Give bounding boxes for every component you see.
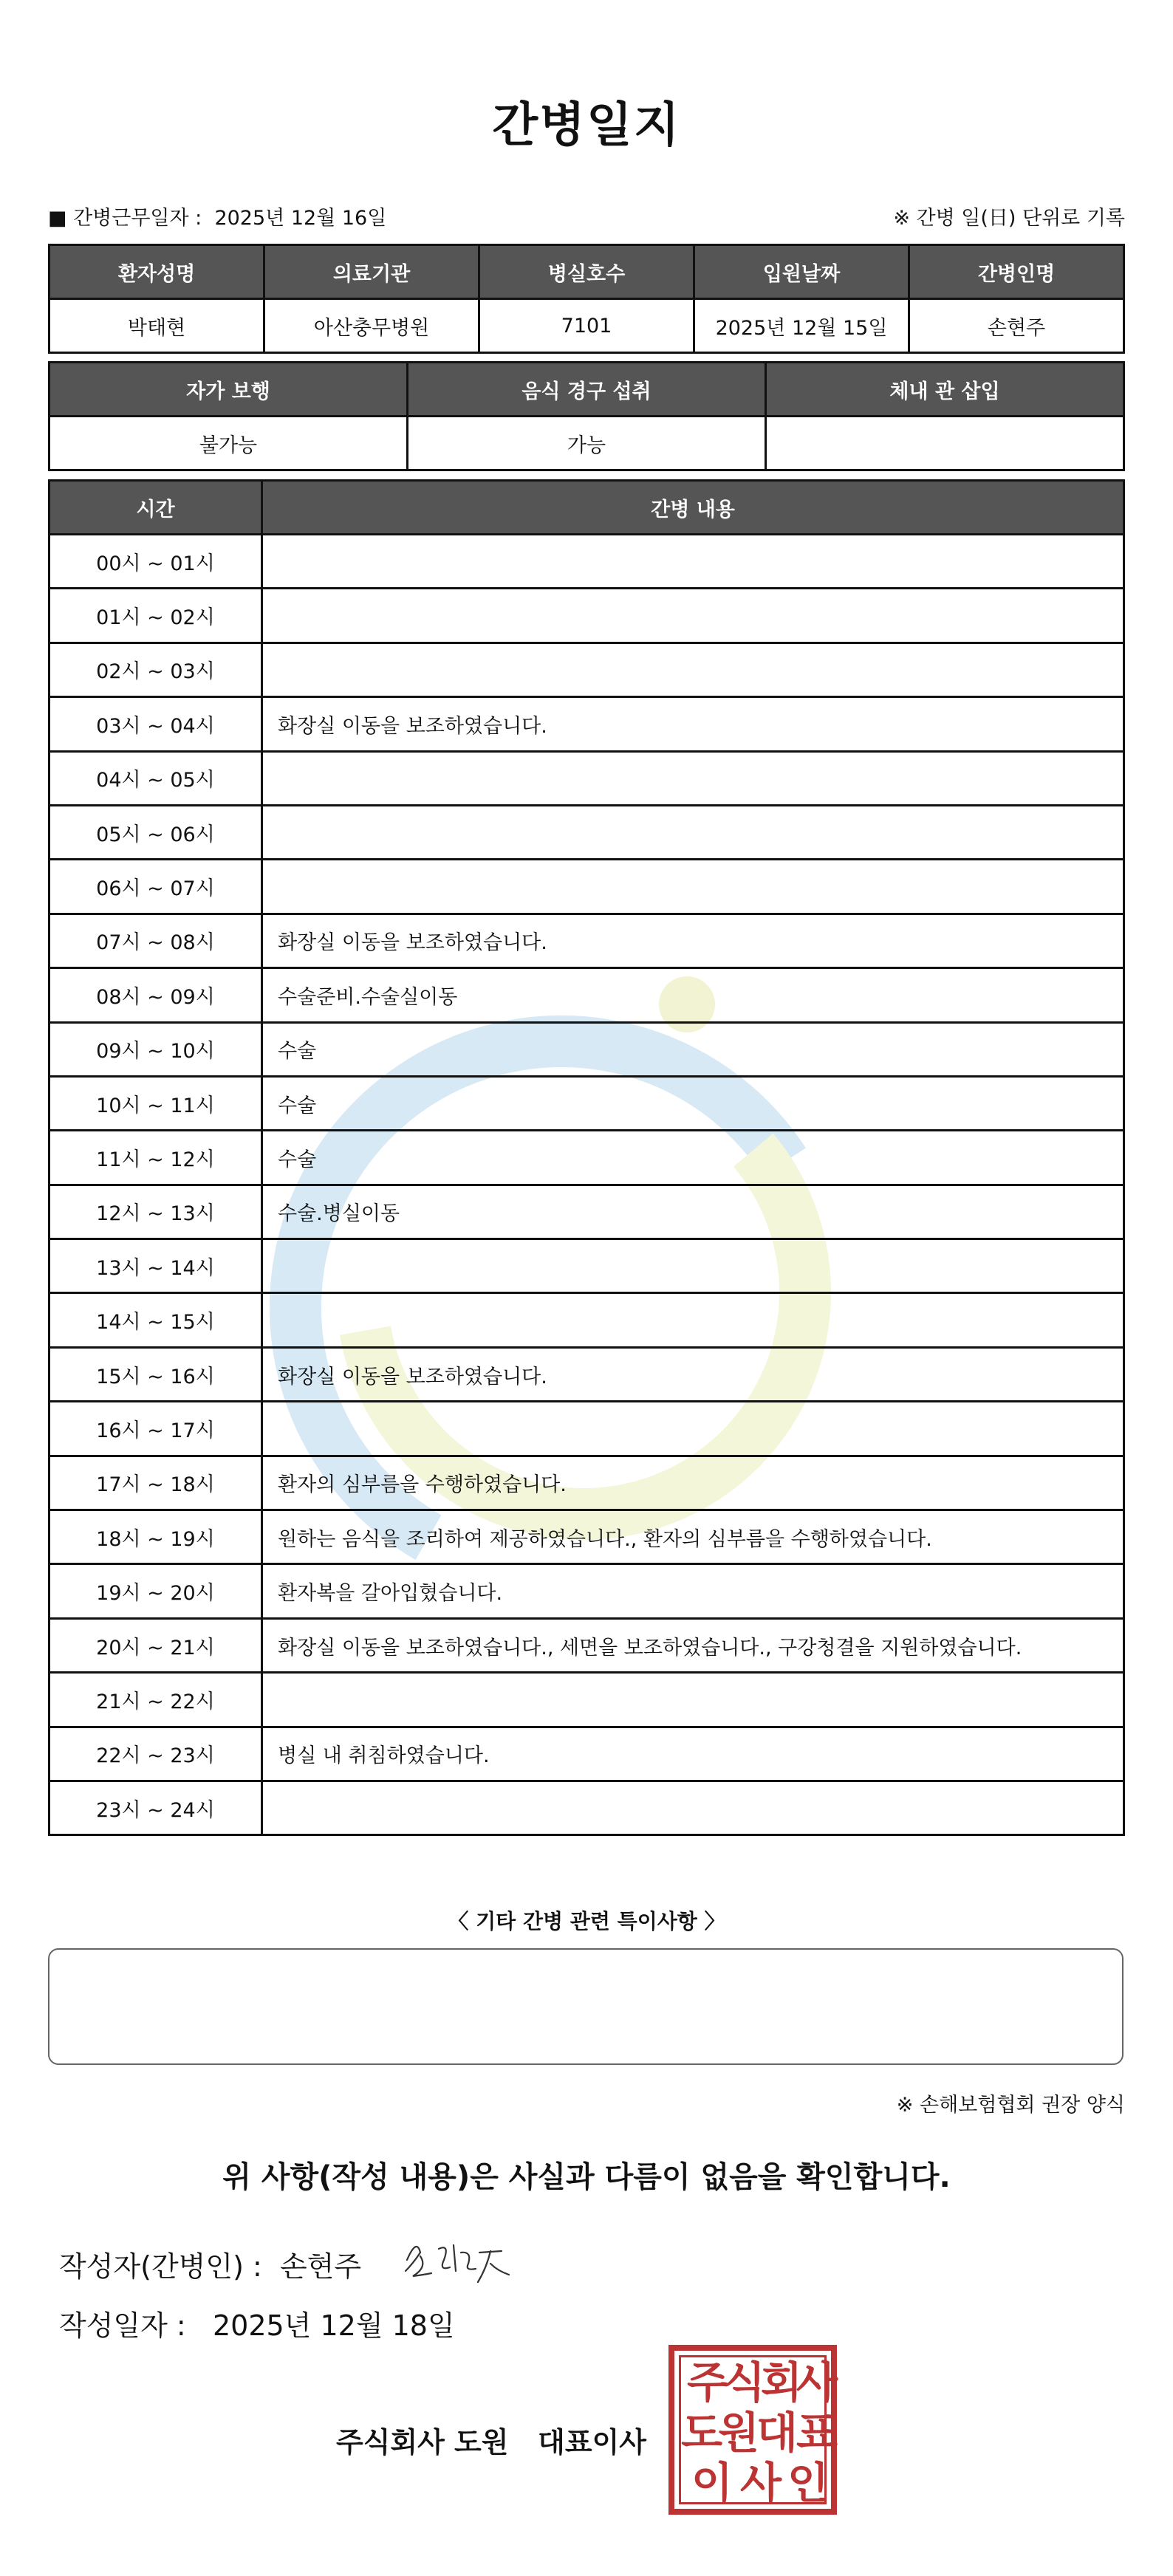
time-cell: 13시 ~ 14시 — [49, 1239, 262, 1293]
written-date: 2025년 12월 18일 — [212, 2309, 455, 2342]
time-cell: 03시 ~ 04시 — [49, 697, 262, 751]
page-title: 간병일지 — [492, 98, 681, 153]
confirmation-statement: 위 사항(작성 내용)은 사실과 다름이 없음을 확인합니다. — [222, 2160, 951, 2194]
care-content-cell: 수술 — [262, 1022, 1124, 1076]
association-note: ※ 손해보험협회 권장 양식 — [896, 2094, 1125, 2117]
header-hospital: 의료기관 — [264, 245, 479, 299]
table-row — [49, 1239, 1124, 1293]
time-cell: 18시 ~ 19시 — [49, 1510, 262, 1564]
time-cell: 02시 ~ 03시 — [49, 643, 262, 696]
table-row — [49, 1618, 1124, 1672]
time-cell: 20시 ~ 21시 — [49, 1618, 262, 1672]
table-row — [49, 1781, 1124, 1835]
care-content-cell — [262, 1293, 1124, 1347]
table-row — [49, 751, 1124, 805]
time-cell: 21시 ~ 22시 — [49, 1673, 262, 1727]
header-care-content: 간병 내용 — [262, 481, 1124, 535]
time-cell: 23시 ~ 24시 — [49, 1781, 262, 1835]
work-date-label: ■ 간병근무일자 : — [48, 206, 202, 230]
table-row — [49, 643, 1124, 696]
care-content-cell: 원하는 음식을 조리하여 제공하였습니다., 환자의 심부름을 수행하였습니다. — [262, 1510, 1124, 1564]
header-admission-date: 입원날짜 — [694, 245, 909, 299]
oral-intake-status: 가능 — [408, 417, 766, 470]
table-row — [49, 589, 1124, 643]
time-cell: 14시 ~ 15시 — [49, 1293, 262, 1347]
time-cell: 05시 ~ 06시 — [49, 805, 262, 859]
tube-insertion-status — [766, 417, 1124, 470]
handwritten-signature — [398, 2230, 516, 2297]
header-patient-name: 환자성명 — [49, 245, 264, 299]
table-row — [49, 1185, 1124, 1239]
care-content-cell: 수술 — [262, 1131, 1124, 1185]
hospital-name: 아산충무병원 — [264, 299, 479, 353]
care-content-cell — [262, 751, 1124, 805]
care-content-cell — [262, 1673, 1124, 1727]
time-cell: 08시 ~ 09시 — [49, 968, 262, 1022]
header-tube-insertion: 체내 관 삽입 — [766, 363, 1124, 417]
table-row — [49, 1131, 1124, 1185]
care-content-cell — [262, 1402, 1124, 1456]
care-content-cell — [262, 589, 1124, 643]
care-content-cell: 환자의 심부름을 수행하였습니다. — [262, 1456, 1124, 1510]
care-content-cell: 수술 — [262, 1076, 1124, 1130]
care-content-cell: 화장실 이동을 보조하였습니다., 세면을 보조하였습니다., 구강청결을 지원하였습니다. — [262, 1618, 1124, 1672]
header-caregiver: 간병인명 — [909, 245, 1124, 299]
care-content-cell — [262, 805, 1124, 859]
care-content-cell — [262, 1781, 1124, 1835]
time-cell: 01시 ~ 02시 — [49, 589, 262, 643]
patient-status-table — [48, 361, 1125, 471]
care-content-cell: 수술준비.수술실이동 — [262, 968, 1124, 1022]
care-content-cell: 화장실 이동을 보조하였습니다. — [262, 697, 1124, 751]
table-row — [49, 1402, 1124, 1456]
admission-date: 2025년 12월 15일 — [694, 299, 909, 353]
header-oral-intake: 음식 경구 섭취 — [408, 363, 766, 417]
table-row — [49, 914, 1124, 967]
written-date-label: 작성일자 : — [59, 2309, 186, 2342]
writer-name: 손현주 — [279, 2250, 362, 2283]
patient-name: 박태현 — [49, 299, 264, 353]
care-content-cell — [262, 1239, 1124, 1293]
patient-info-table — [48, 244, 1125, 354]
notes-box — [48, 1948, 1124, 2065]
table-row — [49, 535, 1124, 589]
table-row — [49, 697, 1124, 751]
table-row — [49, 968, 1124, 1022]
table-row — [49, 1673, 1124, 1727]
writer-row — [59, 2230, 516, 2297]
care-log-table — [48, 479, 1125, 1836]
care-content-cell: 화장실 이동을 보조하였습니다. — [262, 914, 1124, 967]
work-date — [48, 202, 386, 230]
time-cell: 06시 ~ 07시 — [49, 860, 262, 914]
table-row — [49, 1456, 1124, 1510]
care-content-cell: 환자복을 갈아입혔습니다. — [262, 1564, 1124, 1618]
company-signature: 주식회사 도원 대표이사 — [336, 2426, 646, 2459]
care-content-cell — [262, 535, 1124, 589]
time-cell: 16시 ~ 17시 — [49, 1402, 262, 1456]
table-row — [49, 1022, 1124, 1076]
time-cell: 19시 ~ 20시 — [49, 1564, 262, 1618]
table-row — [49, 1076, 1124, 1130]
header-time: 시간 — [49, 481, 262, 535]
caregiver-name: 손현주 — [909, 299, 1124, 353]
header-walking: 자가 보행 — [49, 363, 408, 417]
writer-label: 작성자(간병인) : — [59, 2250, 262, 2283]
table-row — [49, 1727, 1124, 1781]
care-content-cell — [262, 860, 1124, 914]
time-cell: 17시 ~ 18시 — [49, 1456, 262, 1510]
care-content-cell: 병실 내 취침하였습니다. — [262, 1727, 1124, 1781]
record-unit-note: ※ 간병 일(日) 단위로 기록 — [893, 206, 1125, 230]
table-row — [49, 1564, 1124, 1618]
table-row — [49, 860, 1124, 914]
care-content-cell: 수술.병실이동 — [262, 1185, 1124, 1239]
table-row — [49, 1510, 1124, 1564]
time-cell: 04시 ~ 05시 — [49, 751, 262, 805]
written-date-row — [59, 2303, 455, 2343]
time-cell: 11시 ~ 12시 — [49, 1131, 262, 1185]
time-cell: 22시 ~ 23시 — [49, 1727, 262, 1781]
room-number: 7101 — [479, 299, 694, 353]
notes-title: 〈 기타 간병 관련 특이사항 〉 — [448, 1909, 725, 1933]
time-cell: 09시 ~ 10시 — [49, 1022, 262, 1076]
table-row — [49, 1293, 1124, 1347]
walking-status: 불가능 — [49, 417, 408, 470]
time-cell: 10시 ~ 11시 — [49, 1076, 262, 1130]
time-cell: 00시 ~ 01시 — [49, 535, 262, 589]
company-seal: 주 식 회 사 도 원 대 표 이 사 인 — [668, 2345, 837, 2515]
time-cell: 07시 ~ 08시 — [49, 914, 262, 967]
time-cell: 15시 ~ 16시 — [49, 1347, 262, 1401]
care-content-cell — [262, 643, 1124, 696]
table-row — [49, 1347, 1124, 1401]
header-room: 병실호수 — [479, 245, 694, 299]
time-cell: 12시 ~ 13시 — [49, 1185, 262, 1239]
work-date-value: 2025년 12월 16일 — [214, 206, 387, 230]
table-row — [49, 805, 1124, 859]
care-content-cell: 화장실 이동을 보조하였습니다. — [262, 1347, 1124, 1401]
work-date-row — [48, 199, 1125, 232]
